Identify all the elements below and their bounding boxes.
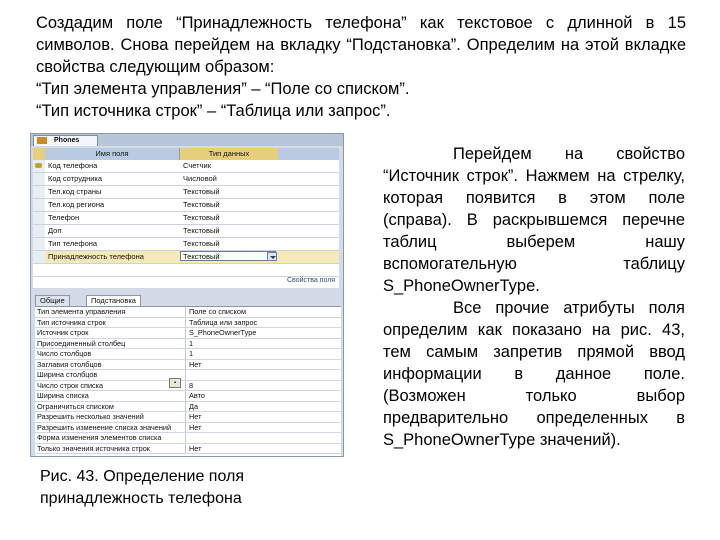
column-divider xyxy=(185,360,186,370)
field-name[interactable]: Тел.код региона xyxy=(48,200,105,209)
field-name[interactable]: Код сотрудника xyxy=(48,174,103,183)
field-name[interactable]: Тел.код страны xyxy=(48,187,102,196)
row-selector[interactable] xyxy=(33,173,45,185)
property-value[interactable]: Нет xyxy=(189,359,202,369)
side-paragraph-1: Перейдем на свойство “Источник строк”. Нажмем на стрелку, которая появится в этом поле (справа). В раскрывшемся перечне таблиц выберем нашу вспомогательную таблицу S_PhoneOwnerType. xyxy=(383,145,685,295)
column-header-description xyxy=(278,148,339,160)
property-label: Присоединенный столбец xyxy=(37,338,126,348)
property-label: Только значения источника строк xyxy=(37,443,150,453)
caption-line-2: принадлежность телефона xyxy=(40,490,242,507)
property-row[interactable] xyxy=(35,433,341,444)
column-divider xyxy=(185,328,186,338)
field-grid xyxy=(33,148,339,288)
property-row[interactable] xyxy=(35,412,341,423)
table-row[interactable] xyxy=(33,238,339,251)
field-type[interactable]: Числовой xyxy=(183,174,217,183)
field-type[interactable]: Текстовый xyxy=(183,200,220,209)
column-divider xyxy=(185,423,186,433)
intro-control-type-line: “Тип элемента управления” – “Поле со списком”. xyxy=(36,80,410,98)
row-selector[interactable] xyxy=(33,199,45,211)
field-grid-header xyxy=(33,148,339,160)
property-row[interactable] xyxy=(35,444,341,455)
row-selector[interactable] xyxy=(33,238,45,250)
property-row[interactable] xyxy=(35,328,341,339)
property-value[interactable]: S_PhoneOwnerType xyxy=(189,328,257,337)
primary-key-icon xyxy=(35,163,42,168)
property-label: Разрешить изменение списка значений xyxy=(37,422,172,432)
tab-lookup[interactable]: Подстановка xyxy=(86,295,141,306)
property-value[interactable]: Таблица или запрос xyxy=(189,317,258,327)
property-value[interactable]: 1 xyxy=(189,349,194,358)
field-type-select[interactable]: Текстовый xyxy=(180,251,276,261)
property-value[interactable]: Нет xyxy=(189,443,202,453)
column-divider xyxy=(185,444,186,454)
field-properties-label: Свойства поля xyxy=(287,277,336,284)
row-selector[interactable] xyxy=(33,212,45,224)
field-name[interactable]: Код телефона xyxy=(48,161,98,170)
field-name[interactable]: Доп xyxy=(48,226,62,235)
property-value[interactable]: Да xyxy=(189,401,198,411)
column-divider xyxy=(185,339,186,349)
figure-caption xyxy=(40,466,340,510)
property-value[interactable]: Поле со списком xyxy=(189,307,246,316)
intro-row-source-type-line: “Тип источника строк” – “Таблица или запрос”. xyxy=(36,102,391,120)
side-text xyxy=(383,143,685,451)
property-label: Заглавия столбцов xyxy=(37,359,102,369)
property-row[interactable] xyxy=(35,339,341,350)
field-name[interactable]: Тип телефона xyxy=(48,239,98,248)
document-tab-strip xyxy=(31,134,343,146)
property-row[interactable] xyxy=(35,381,341,392)
property-value[interactable]: Авто xyxy=(189,391,205,400)
row-selector[interactable] xyxy=(33,160,45,172)
table-row[interactable] xyxy=(33,199,339,212)
property-row[interactable] xyxy=(35,307,341,318)
field-type[interactable]: Счетчик xyxy=(183,161,211,170)
property-label: Ширина списка xyxy=(37,391,89,400)
property-label: Число столбцов xyxy=(37,349,92,358)
field-name[interactable]: Принадлежность телефона xyxy=(48,252,144,261)
property-row[interactable] xyxy=(35,318,341,329)
field-type[interactable]: Текстовый xyxy=(183,213,220,222)
intro-text xyxy=(36,12,686,122)
table-row[interactable] xyxy=(33,186,339,199)
row-selector[interactable] xyxy=(33,251,45,263)
property-value[interactable]: Нет xyxy=(189,412,202,421)
property-value[interactable]: Нет xyxy=(189,422,202,432)
tab-general[interactable]: Общие xyxy=(35,295,70,306)
caption-line-1: Рис. 43. Определение поля xyxy=(40,468,245,485)
table-row[interactable] xyxy=(33,225,339,238)
column-header-field-name: Имя поля xyxy=(45,148,180,160)
column-divider xyxy=(185,370,186,380)
property-value[interactable]: 8 xyxy=(189,380,194,390)
property-row[interactable] xyxy=(35,370,341,381)
table-icon xyxy=(37,137,47,144)
intro-paragraph: Создадим поле “Принадлежность телефона” как текстовое с длинной в 15 символов. Снова перейдем на вкладку “Подстановка”. Определим на этой вкладке свойства следующим образом: xyxy=(36,14,686,76)
property-row[interactable] xyxy=(35,423,341,434)
column-divider xyxy=(185,412,186,422)
property-row[interactable] xyxy=(35,391,341,402)
property-label: Число строк списка xyxy=(37,380,104,390)
table-row-selected[interactable] xyxy=(33,251,339,264)
field-type[interactable]: Текстовый xyxy=(183,226,220,235)
property-row[interactable] xyxy=(35,360,341,371)
property-label: Форма изменения элементов списка xyxy=(37,433,162,442)
chevron-down-icon[interactable] xyxy=(267,252,277,261)
table-row[interactable] xyxy=(33,212,339,225)
property-sheet xyxy=(35,306,341,457)
side-paragraph-2: Все прочие атрибуты поля определим как показано на рис. 43, тем самым запретив прямой ввод информации в данное поле. (Возможен только выбор предварительно определенных в S_PhoneOwnerType значений). xyxy=(383,299,685,449)
property-tabs xyxy=(35,294,335,306)
field-type[interactable]: Текстовый xyxy=(183,187,220,196)
field-type[interactable]: Текстовый xyxy=(183,239,220,248)
row-selector[interactable] xyxy=(33,186,45,198)
field-name[interactable]: Телефон xyxy=(48,213,80,222)
property-label: Источник строк xyxy=(37,328,89,337)
tab-phones-label: Phones xyxy=(54,137,80,144)
property-label: Ширина столбцов xyxy=(37,370,98,379)
column-divider xyxy=(185,381,186,391)
column-header-data-type: Тип данных xyxy=(180,148,278,160)
column-divider xyxy=(185,433,186,443)
column-divider xyxy=(185,307,186,317)
builder-button-icon[interactable]: ▪ xyxy=(169,378,181,388)
table-row[interactable] xyxy=(33,160,339,173)
property-row[interactable] xyxy=(35,402,341,413)
column-divider xyxy=(185,318,186,328)
property-row[interactable] xyxy=(35,349,341,360)
property-label: Тип элемента управления xyxy=(37,307,126,316)
column-divider xyxy=(185,391,186,401)
property-label: Ограничиться списком xyxy=(37,401,114,411)
property-value[interactable]: 1 xyxy=(189,338,194,348)
row-selector-header xyxy=(33,148,45,160)
access-table-design-screenshot xyxy=(30,133,344,457)
column-divider xyxy=(185,402,186,412)
property-label: Разрешить несколько значений xyxy=(37,412,144,421)
row-selector[interactable] xyxy=(33,225,45,237)
column-divider xyxy=(185,349,186,359)
tab-phones[interactable] xyxy=(33,135,98,146)
property-label: Тип источника строк xyxy=(37,317,106,327)
table-row[interactable] xyxy=(33,173,339,186)
